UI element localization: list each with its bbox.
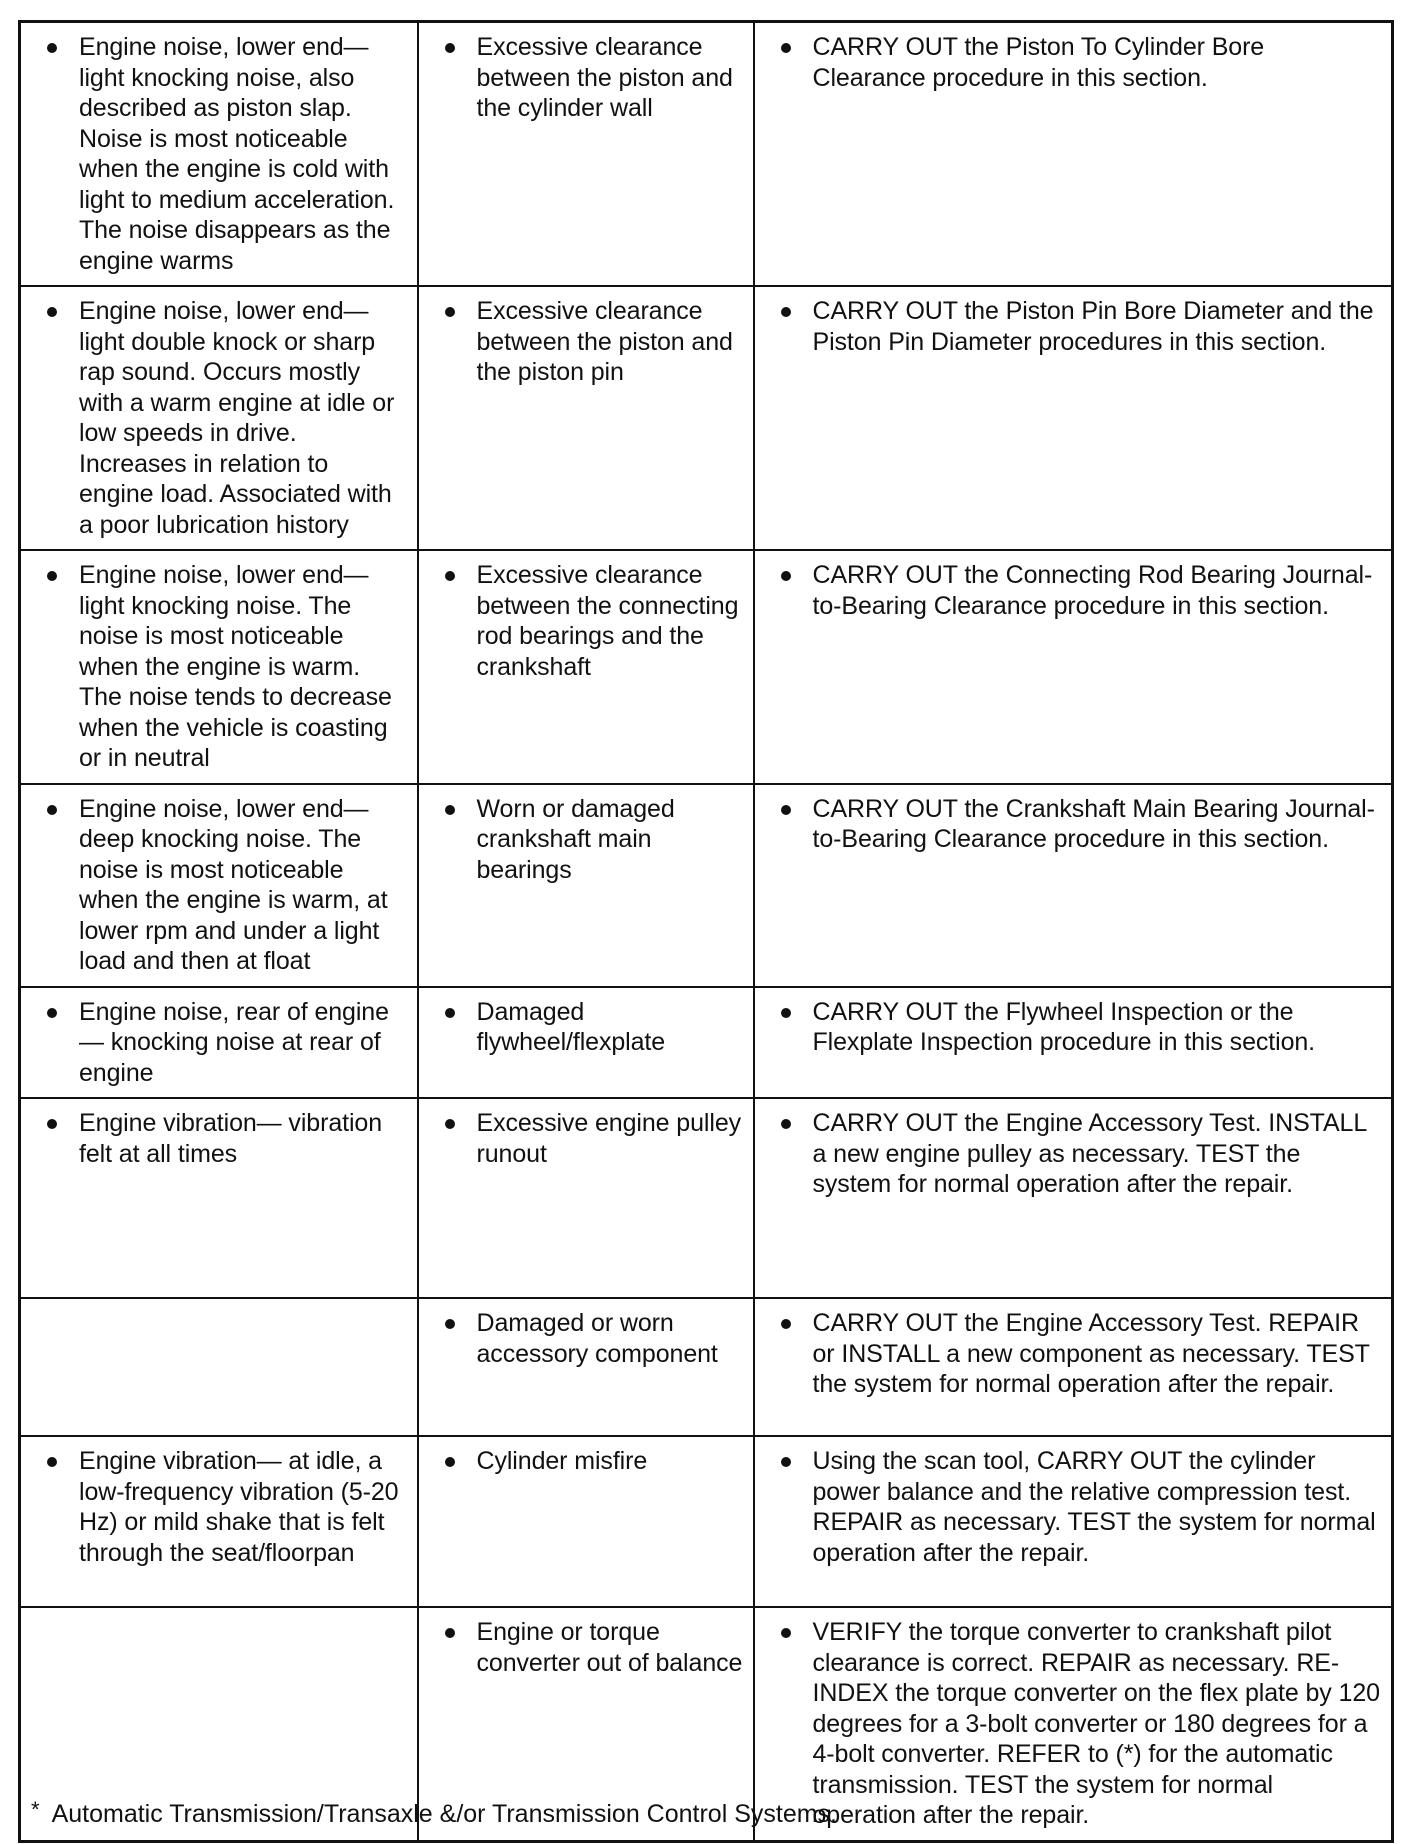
bullet-icon: [781, 1457, 791, 1467]
cause-cell: [418, 550, 754, 784]
bullet-icon: [445, 43, 455, 53]
bullet-icon: [445, 1319, 455, 1329]
cause-cell: [418, 1298, 754, 1436]
symptom-table: [18, 20, 1394, 1843]
action-text: CARRY OUT the Engine Accessory Test. INSTALL a new engine pulley as necessary. TEST the system for normal operation after the repair.: [812, 1109, 1367, 1198]
bullet-icon: [47, 1008, 57, 1018]
table-row: [20, 1436, 1393, 1607]
action-cell: [754, 286, 1393, 550]
bullet-icon: [445, 1457, 455, 1467]
bullet-icon: [445, 571, 455, 581]
condition-cell: [20, 550, 418, 784]
action-text: CARRY OUT the Connecting Rod Bearing Journal-to-Bearing Clearance procedure in this section.: [812, 561, 1373, 620]
action-cell: [754, 1436, 1393, 1607]
table-row: [20, 1098, 1393, 1298]
diagnosis-document: [18, 20, 1391, 1843]
table-row: [20, 784, 1393, 987]
condition-cell: [20, 987, 418, 1099]
condition-text: Engine noise, lower end— deep knocking noise. The noise is most noticeable when the engine is warm, at lower rpm and under a light load and then at float: [79, 794, 388, 975]
condition-text: Engine vibration— at idle, a low-frequency vibration (5-20 Hz) or mild shake that is felt through the seat/floorpan: [79, 1447, 399, 1567]
cause-cell: [418, 784, 754, 987]
action-cell: [754, 987, 1393, 1099]
table-row: [20, 1298, 1393, 1436]
condition-cell: [20, 784, 418, 987]
cause-text: Cylinder misfire: [476, 1447, 648, 1475]
bullet-icon: [445, 307, 455, 317]
condition-text: Engine noise, lower end— light double knock or sharp rap sound. Occurs mostly with a warm engine at idle or low speeds in drive. Increases in relation to engine load. Associated with a poor lubrication history: [79, 297, 395, 539]
bullet-icon: [47, 307, 57, 317]
cause-text: Worn or damaged crankshaft main bearings: [476, 794, 675, 884]
cause-cell: [418, 1436, 754, 1607]
condition-cell: [20, 22, 418, 287]
bullet-icon: [781, 307, 791, 317]
bullet-icon: [445, 1119, 455, 1129]
condition-cell: [20, 1098, 418, 1298]
action-text: Using the scan tool, CARRY OUT the cylinder power balance and the relative compression test. REPAIR as necessary. TEST the system for normal operation after the repair.: [812, 1447, 1376, 1567]
table-row: [20, 550, 1393, 784]
bullet-icon: [445, 1008, 455, 1018]
condition-text: Engine vibration— vibration felt at all times: [79, 1109, 383, 1168]
bullet-icon: [781, 1319, 791, 1329]
action-cell: [754, 784, 1393, 987]
condition-text: Engine noise, lower end— light knocking noise, also described as piston slap. Noise is most noticeable when the engine is cold with light to medium acceleration. The noise disappears as the engine warms: [79, 33, 395, 275]
cause-text: Excessive engine pulley runout: [476, 1109, 742, 1168]
footnote-marker: *: [31, 1797, 40, 1822]
cause-text: Excessive clearance between the connecting rod bearings and the crankshaft: [476, 561, 739, 681]
action-text: CARRY OUT the Piston Pin Bore Diameter and the Piston Pin Diameter procedures in this section.: [812, 297, 1374, 356]
bullet-icon: [781, 43, 791, 53]
condition-cell: [20, 1436, 418, 1607]
bullet-icon: [445, 1628, 455, 1638]
action-cell: [754, 1298, 1393, 1436]
bullet-icon: [445, 805, 455, 815]
action-cell: [754, 1098, 1393, 1298]
action-text: CARRY OUT the Engine Accessory Test. REPAIR or INSTALL a new component as necessary. TEST the system for normal operation after the repair.: [812, 1309, 1370, 1398]
bullet-icon: [47, 43, 57, 53]
table-row: [20, 286, 1393, 550]
bullet-icon: [781, 1008, 791, 1018]
cause-cell: [418, 1098, 754, 1298]
cause-text: Damaged flywheel/flexplate: [476, 997, 666, 1056]
action-text: CARRY OUT the Flywheel Inspection or the Flexplate Inspection procedure in this section.: [812, 997, 1316, 1056]
bullet-icon: [781, 1628, 791, 1638]
action-text: CARRY OUT the Piston To Cylinder Bore Clearance procedure in this section.: [812, 33, 1265, 92]
cause-text: Engine or torque converter out of balance: [476, 1618, 743, 1677]
bullet-icon: [47, 571, 57, 581]
condition-text: Engine noise, rear of engine— knocking noise at rear of engine: [79, 997, 389, 1087]
bullet-icon: [781, 805, 791, 815]
bullet-icon: [47, 1119, 57, 1129]
bullet-icon: [47, 805, 57, 815]
table-row: [20, 22, 1393, 287]
bullet-icon: [781, 571, 791, 581]
cause-text: Excessive clearance between the piston and the cylinder wall: [476, 33, 733, 122]
action-text: VERIFY the torque converter to crankshaft pilot clearance is correct. REPAIR as necessary. RE-INDEX the torque converter on the flex plate by 120 degrees for a 3-bolt converter or 180 degrees for a 4-bolt converter. REFER to (*) for the automatic transmission. TEST the system for normal operation after the repair.: [812, 1618, 1380, 1829]
action-cell: [754, 1607, 1393, 1841]
cause-text: Excessive clearance between the piston and the piston pin: [476, 297, 733, 386]
action-text: CARRY OUT the Crankshaft Main Bearing Journal-to-Bearing Clearance procedure in this section.: [812, 794, 1375, 853]
cause-text: Damaged or worn accessory component: [476, 1309, 718, 1368]
footnote-text: Automatic Transmission/Transaxle &/or Transmission Control Systems.: [51, 1800, 837, 1828]
condition-cell-empty: [20, 1298, 418, 1436]
cause-cell: [418, 22, 754, 287]
cause-cell: [418, 286, 754, 550]
table-row: [20, 987, 1393, 1099]
condition-cell: [20, 286, 418, 550]
bullet-icon: [47, 1457, 57, 1467]
action-cell: [754, 22, 1393, 287]
bullet-icon: [781, 1119, 791, 1129]
condition-text: Engine noise, lower end— light knocking noise. The noise is most noticeable when the engine is warm. The noise tends to decrease when the vehicle is coasting or in neutral: [79, 561, 392, 772]
footnote: [31, 1799, 837, 1829]
action-cell: [754, 550, 1393, 784]
cause-cell: [418, 987, 754, 1099]
